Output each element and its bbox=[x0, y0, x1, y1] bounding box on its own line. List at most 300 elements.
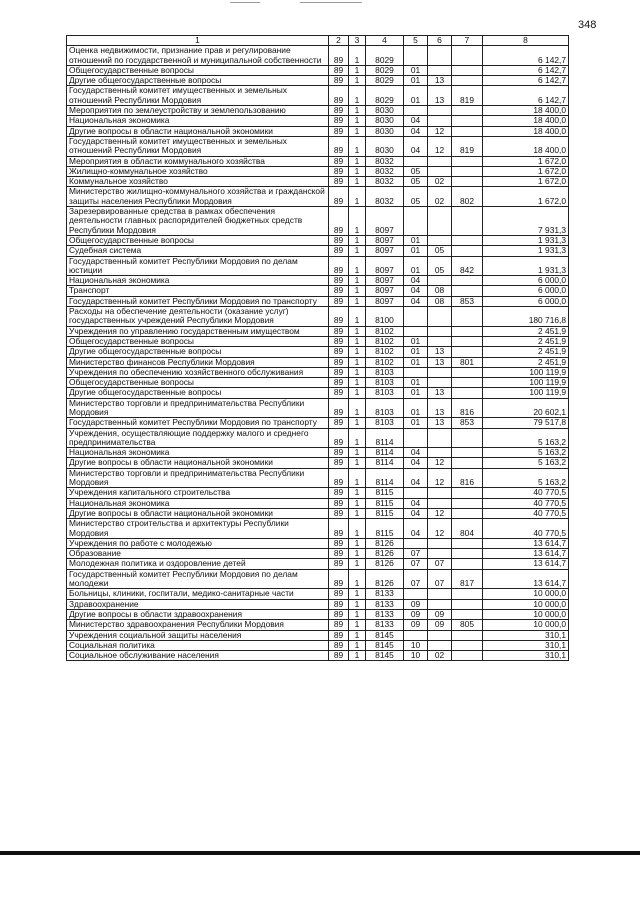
cell-code: 89 bbox=[329, 589, 349, 599]
table-row bbox=[67, 378, 569, 388]
cell-section: 01 bbox=[404, 256, 428, 276]
cell-amount: 5 163,2 bbox=[483, 448, 569, 458]
column-header: 7 bbox=[452, 36, 483, 46]
cell-section: 07 bbox=[404, 559, 428, 569]
cell-dept: 816 bbox=[452, 398, 483, 418]
row-name: Учреждения, осуществляющие поддержку малого и среднего предпринимательства bbox=[67, 428, 329, 448]
cell-code: 8103 bbox=[366, 388, 404, 398]
cell-dept bbox=[452, 235, 483, 245]
cell-dept: 802 bbox=[452, 187, 483, 207]
cell-amount: 310,1 bbox=[483, 630, 569, 640]
cell-subsection: 05 bbox=[428, 246, 452, 256]
cell-code: 1 bbox=[349, 589, 366, 599]
row-name: Общегосударственные вопросы bbox=[67, 65, 329, 75]
cell-code: 89 bbox=[329, 651, 349, 661]
cell-code: 89 bbox=[329, 76, 349, 86]
cell-code: 8102 bbox=[366, 347, 404, 357]
row-name: Другие вопросы в области национальной экономики bbox=[67, 126, 329, 136]
cell-code: 89 bbox=[329, 166, 349, 176]
cell-dept bbox=[452, 65, 483, 75]
cell-code: 1 bbox=[349, 458, 366, 468]
cell-code: 89 bbox=[329, 46, 349, 66]
cell-code: 89 bbox=[329, 458, 349, 468]
cell-section: 04 bbox=[404, 498, 428, 508]
cell-subsection: 08 bbox=[428, 296, 452, 306]
cell-code: 1 bbox=[349, 620, 366, 630]
cell-code: 89 bbox=[329, 347, 349, 357]
cell-code: 1 bbox=[349, 468, 366, 488]
cell-code: 8029 bbox=[366, 65, 404, 75]
cell-dept bbox=[452, 508, 483, 518]
cell-code: 1 bbox=[349, 136, 366, 156]
cell-code: 1 bbox=[349, 116, 366, 126]
cell-dept: 853 bbox=[452, 296, 483, 306]
cell-section: 04 bbox=[404, 116, 428, 126]
cell-dept bbox=[452, 448, 483, 458]
cell-section: 01 bbox=[404, 65, 428, 75]
cell-amount: 18 400,0 bbox=[483, 116, 569, 126]
cell-subsection bbox=[428, 538, 452, 548]
cell-section: 01 bbox=[404, 246, 428, 256]
cell-code: 89 bbox=[329, 286, 349, 296]
cell-dept bbox=[452, 428, 483, 448]
cell-subsection: 12 bbox=[428, 508, 452, 518]
cell-dept bbox=[452, 559, 483, 569]
cell-dept bbox=[452, 276, 483, 286]
column-header: 5 bbox=[404, 36, 428, 46]
table-row bbox=[67, 640, 569, 650]
cell-code: 1 bbox=[349, 65, 366, 75]
table-row bbox=[67, 428, 569, 448]
cell-code: 89 bbox=[329, 106, 349, 116]
cell-code: 89 bbox=[329, 488, 349, 498]
row-name: Социальная политика bbox=[67, 640, 329, 650]
cell-amount: 13 614,7 bbox=[483, 549, 569, 559]
cell-subsection: 09 bbox=[428, 620, 452, 630]
cell-section: 01 bbox=[404, 86, 428, 106]
cell-code: 89 bbox=[329, 620, 349, 630]
cell-code: 1 bbox=[349, 106, 366, 116]
row-name: Министерство торговли и предпринимательства Республики Мордовия bbox=[67, 398, 329, 418]
cell-code: 89 bbox=[329, 207, 349, 236]
bottom-rule bbox=[0, 851, 640, 855]
cell-code: 1 bbox=[349, 286, 366, 296]
row-name: Коммунальное хозяйство bbox=[67, 177, 329, 187]
cell-section: 10 bbox=[404, 640, 428, 650]
cell-amount: 18 400,0 bbox=[483, 126, 569, 136]
table-row bbox=[67, 488, 569, 498]
cell-code: 89 bbox=[329, 86, 349, 106]
cell-code: 1 bbox=[349, 177, 366, 187]
table-row bbox=[67, 106, 569, 116]
cell-code: 8032 bbox=[366, 166, 404, 176]
cell-code: 89 bbox=[329, 126, 349, 136]
cell-code: 1 bbox=[349, 498, 366, 508]
cell-subsection bbox=[428, 630, 452, 640]
cell-section: 07 bbox=[404, 569, 428, 589]
cell-dept bbox=[452, 246, 483, 256]
cell-dept bbox=[452, 166, 483, 176]
cell-dept bbox=[452, 589, 483, 599]
table-row bbox=[67, 538, 569, 548]
cell-code: 1 bbox=[349, 428, 366, 448]
cell-amount: 6 142,7 bbox=[483, 76, 569, 86]
cell-code: 8103 bbox=[366, 367, 404, 377]
cell-amount: 6 142,7 bbox=[483, 86, 569, 106]
cell-code: 89 bbox=[329, 599, 349, 609]
cell-code: 8102 bbox=[366, 326, 404, 336]
cell-section: 04 bbox=[404, 448, 428, 458]
cell-section: 01 bbox=[404, 336, 428, 346]
cell-section: 09 bbox=[404, 620, 428, 630]
cell-amount: 10 000,0 bbox=[483, 620, 569, 630]
cell-code: 89 bbox=[329, 559, 349, 569]
cell-amount: 1 672,0 bbox=[483, 177, 569, 187]
cell-section bbox=[404, 307, 428, 327]
table-row bbox=[67, 136, 569, 156]
table-row bbox=[67, 559, 569, 569]
cell-code: 8126 bbox=[366, 549, 404, 559]
cell-code: 1 bbox=[349, 156, 366, 166]
cell-code: 8030 bbox=[366, 126, 404, 136]
cell-code: 89 bbox=[329, 336, 349, 346]
page-number: 348 bbox=[578, 19, 597, 31]
cell-amount: 100 119,9 bbox=[483, 367, 569, 377]
cell-code: 8133 bbox=[366, 589, 404, 599]
cell-code: 1 bbox=[349, 76, 366, 86]
cell-code: 8030 bbox=[366, 136, 404, 156]
cell-code: 8097 bbox=[366, 276, 404, 286]
row-name: Государственный комитет Республики Мордовия по транспорту bbox=[67, 418, 329, 428]
cell-code: 89 bbox=[329, 569, 349, 589]
row-name: Национальная экономика bbox=[67, 276, 329, 286]
budget-table bbox=[66, 35, 569, 661]
cell-amount: 1 931,3 bbox=[483, 235, 569, 245]
cell-subsection: 12 bbox=[428, 126, 452, 136]
column-header: 4 bbox=[366, 36, 404, 46]
scan-mark bbox=[300, 2, 362, 3]
cell-code: 89 bbox=[329, 136, 349, 156]
cell-dept bbox=[452, 498, 483, 508]
cell-code: 1 bbox=[349, 398, 366, 418]
cell-dept bbox=[452, 307, 483, 327]
cell-code: 1 bbox=[349, 46, 366, 66]
table-row bbox=[67, 246, 569, 256]
cell-code: 8097 bbox=[366, 235, 404, 245]
cell-code: 1 bbox=[349, 569, 366, 589]
cell-code: 89 bbox=[329, 307, 349, 327]
table-row bbox=[67, 46, 569, 66]
column-header: 6 bbox=[428, 36, 452, 46]
cell-code: 89 bbox=[329, 519, 349, 539]
cell-amount: 40 770,5 bbox=[483, 519, 569, 539]
table-row bbox=[67, 549, 569, 559]
row-name: Учреждения по управлению государственным имуществом bbox=[67, 326, 329, 336]
row-name: Государственный комитет Республики Мордовия по делам юстиции bbox=[67, 256, 329, 276]
cell-amount: 2 451,9 bbox=[483, 357, 569, 367]
row-name: Жилищно-коммунальное хозяйство bbox=[67, 166, 329, 176]
table-row bbox=[67, 336, 569, 346]
cell-code: 8102 bbox=[366, 357, 404, 367]
cell-subsection bbox=[428, 116, 452, 126]
cell-section: 04 bbox=[404, 126, 428, 136]
cell-code: 89 bbox=[329, 498, 349, 508]
cell-subsection bbox=[428, 156, 452, 166]
cell-dept bbox=[452, 177, 483, 187]
cell-dept bbox=[452, 76, 483, 86]
cell-subsection bbox=[428, 428, 452, 448]
table-row bbox=[67, 388, 569, 398]
table-row bbox=[67, 76, 569, 86]
table-row bbox=[67, 468, 569, 488]
cell-amount: 40 770,5 bbox=[483, 498, 569, 508]
row-name: Государственный комитет Республики Мордовия по делам молодежи bbox=[67, 569, 329, 589]
cell-code: 89 bbox=[329, 388, 349, 398]
table-row bbox=[67, 256, 569, 276]
cell-code: 8100 bbox=[366, 307, 404, 327]
cell-amount: 40 770,5 bbox=[483, 488, 569, 498]
cell-subsection bbox=[428, 599, 452, 609]
cell-subsection bbox=[428, 488, 452, 498]
cell-code: 8097 bbox=[366, 246, 404, 256]
cell-section bbox=[404, 106, 428, 116]
cell-code: 89 bbox=[329, 256, 349, 276]
table-row bbox=[67, 630, 569, 640]
cell-code: 8115 bbox=[366, 498, 404, 508]
cell-code: 1 bbox=[349, 246, 366, 256]
cell-code: 1 bbox=[349, 519, 366, 539]
cell-amount: 2 451,9 bbox=[483, 347, 569, 357]
table-row bbox=[67, 187, 569, 207]
table-row bbox=[67, 620, 569, 630]
cell-subsection bbox=[428, 326, 452, 336]
cell-code: 8097 bbox=[366, 286, 404, 296]
cell-subsection: 09 bbox=[428, 609, 452, 619]
cell-dept bbox=[452, 106, 483, 116]
cell-section: 01 bbox=[404, 418, 428, 428]
cell-code: 1 bbox=[349, 609, 366, 619]
cell-amount: 1 931,3 bbox=[483, 246, 569, 256]
cell-code: 1 bbox=[349, 418, 366, 428]
cell-subsection: 13 bbox=[428, 398, 452, 418]
cell-subsection: 12 bbox=[428, 468, 452, 488]
row-name: Общегосударственные вопросы bbox=[67, 336, 329, 346]
row-name: Национальная экономика bbox=[67, 448, 329, 458]
table-row bbox=[67, 307, 569, 327]
row-name: Государственный комитет Республики Мордовия по транспорту bbox=[67, 296, 329, 306]
cell-code: 1 bbox=[349, 187, 366, 207]
cell-code: 8103 bbox=[366, 418, 404, 428]
cell-amount: 6 142,7 bbox=[483, 65, 569, 75]
cell-amount: 5 163,2 bbox=[483, 458, 569, 468]
cell-amount: 180 716,8 bbox=[483, 307, 569, 327]
table-row bbox=[67, 448, 569, 458]
cell-section: 01 bbox=[404, 76, 428, 86]
cell-subsection bbox=[428, 640, 452, 650]
table-row bbox=[67, 326, 569, 336]
cell-code: 1 bbox=[349, 235, 366, 245]
cell-dept bbox=[452, 538, 483, 548]
cell-section bbox=[404, 538, 428, 548]
cell-subsection: 12 bbox=[428, 136, 452, 156]
row-name: Зарезервированные средства в рамках обеспечения деятельности главных распорядителей бюджетных средств Республики Мордовия bbox=[67, 207, 329, 236]
cell-section: 01 bbox=[404, 378, 428, 388]
cell-dept bbox=[452, 347, 483, 357]
table-row bbox=[67, 126, 569, 136]
cell-code: 1 bbox=[349, 86, 366, 106]
cell-section: 09 bbox=[404, 599, 428, 609]
row-name: Учреждения социальной защиты населения bbox=[67, 630, 329, 640]
cell-code: 8115 bbox=[366, 488, 404, 498]
cell-dept bbox=[452, 609, 483, 619]
row-name: Национальная экономика bbox=[67, 498, 329, 508]
cell-amount: 6 000,0 bbox=[483, 296, 569, 306]
table-row bbox=[67, 398, 569, 418]
cell-amount: 18 400,0 bbox=[483, 106, 569, 116]
row-name: Министерство здравоохранения Республики Мордовия bbox=[67, 620, 329, 630]
cell-amount: 18 400,0 bbox=[483, 136, 569, 156]
cell-amount: 7 931,3 bbox=[483, 207, 569, 236]
cell-dept bbox=[452, 116, 483, 126]
column-header: 3 bbox=[349, 36, 366, 46]
cell-amount: 100 119,9 bbox=[483, 378, 569, 388]
cell-dept bbox=[452, 488, 483, 498]
table-row bbox=[67, 609, 569, 619]
cell-code: 89 bbox=[329, 326, 349, 336]
cell-amount: 13 614,7 bbox=[483, 569, 569, 589]
cell-subsection: 13 bbox=[428, 418, 452, 428]
column-header: 1 bbox=[67, 36, 329, 46]
cell-dept bbox=[452, 458, 483, 468]
cell-amount: 10 000,0 bbox=[483, 609, 569, 619]
row-name: Оценка недвижимости, признание прав и регулирование отношений по государственной и муниципальной собственности bbox=[67, 46, 329, 66]
cell-amount: 79 517,8 bbox=[483, 418, 569, 428]
cell-subsection bbox=[428, 448, 452, 458]
cell-code: 89 bbox=[329, 630, 349, 640]
cell-subsection bbox=[428, 367, 452, 377]
row-name: Учреждения капитального строительства bbox=[67, 488, 329, 498]
cell-section bbox=[404, 428, 428, 448]
cell-dept: 819 bbox=[452, 136, 483, 156]
cell-section: 10 bbox=[404, 651, 428, 661]
cell-code: 89 bbox=[329, 538, 349, 548]
cell-dept bbox=[452, 326, 483, 336]
cell-amount: 6 000,0 bbox=[483, 286, 569, 296]
cell-subsection bbox=[428, 46, 452, 66]
row-name: Молодежная политика и оздоровление детей bbox=[67, 559, 329, 569]
row-name: Другие вопросы в области здравоохранения bbox=[67, 609, 329, 619]
cell-code: 1 bbox=[349, 378, 366, 388]
cell-subsection: 02 bbox=[428, 177, 452, 187]
cell-code: 89 bbox=[329, 508, 349, 518]
cell-section bbox=[404, 589, 428, 599]
table-row bbox=[67, 589, 569, 599]
cell-section: 04 bbox=[404, 458, 428, 468]
cell-code: 8029 bbox=[366, 86, 404, 106]
cell-code: 8133 bbox=[366, 599, 404, 609]
cell-dept bbox=[452, 336, 483, 346]
table-row bbox=[67, 207, 569, 236]
cell-section: 05 bbox=[404, 187, 428, 207]
cell-code: 1 bbox=[349, 336, 366, 346]
cell-code: 89 bbox=[329, 65, 349, 75]
cell-code: 89 bbox=[329, 296, 349, 306]
cell-amount: 13 614,7 bbox=[483, 559, 569, 569]
table-row bbox=[67, 65, 569, 75]
row-name: Здравоохранение bbox=[67, 599, 329, 609]
cell-section bbox=[404, 488, 428, 498]
cell-code: 8133 bbox=[366, 609, 404, 619]
cell-code: 1 bbox=[349, 347, 366, 357]
cell-code: 89 bbox=[329, 549, 349, 559]
cell-amount: 1 672,0 bbox=[483, 187, 569, 207]
cell-code: 8097 bbox=[366, 296, 404, 306]
cell-section bbox=[404, 156, 428, 166]
row-name: Образование bbox=[67, 549, 329, 559]
table-row bbox=[67, 599, 569, 609]
cell-dept: 819 bbox=[452, 86, 483, 106]
cell-code: 8114 bbox=[366, 468, 404, 488]
row-name: Общегосударственные вопросы bbox=[67, 235, 329, 245]
cell-dept: 805 bbox=[452, 620, 483, 630]
cell-code: 89 bbox=[329, 418, 349, 428]
cell-amount: 2 451,9 bbox=[483, 336, 569, 346]
cell-code: 8097 bbox=[366, 207, 404, 236]
cell-code: 1 bbox=[349, 599, 366, 609]
cell-code: 1 bbox=[349, 549, 366, 559]
row-name: Учреждения по работе с молодежью bbox=[67, 538, 329, 548]
cell-amount: 6 000,0 bbox=[483, 276, 569, 286]
table-row bbox=[67, 569, 569, 589]
cell-amount: 1 672,0 bbox=[483, 166, 569, 176]
cell-dept: 804 bbox=[452, 519, 483, 539]
row-name: Министерство финансов Республики Мордовия bbox=[67, 357, 329, 367]
cell-section: 05 bbox=[404, 177, 428, 187]
cell-code: 89 bbox=[329, 367, 349, 377]
cell-dept bbox=[452, 388, 483, 398]
cell-code: 8114 bbox=[366, 428, 404, 448]
cell-code: 8103 bbox=[366, 378, 404, 388]
cell-section: 07 bbox=[404, 549, 428, 559]
cell-code: 8126 bbox=[366, 559, 404, 569]
cell-section: 04 bbox=[404, 276, 428, 286]
cell-code: 89 bbox=[329, 357, 349, 367]
cell-dept: 801 bbox=[452, 357, 483, 367]
cell-code: 8097 bbox=[366, 256, 404, 276]
row-name: Национальная экономика bbox=[67, 116, 329, 126]
table-row bbox=[67, 519, 569, 539]
cell-subsection: 08 bbox=[428, 286, 452, 296]
table-row bbox=[67, 418, 569, 428]
cell-code: 1 bbox=[349, 630, 366, 640]
cell-subsection: 02 bbox=[428, 651, 452, 661]
cell-section: 09 bbox=[404, 609, 428, 619]
cell-code: 8032 bbox=[366, 156, 404, 166]
cell-dept: 842 bbox=[452, 256, 483, 276]
cell-section: 04 bbox=[404, 296, 428, 306]
cell-code: 1 bbox=[349, 296, 366, 306]
cell-code: 8145 bbox=[366, 651, 404, 661]
cell-code: 89 bbox=[329, 468, 349, 488]
cell-code: 8102 bbox=[366, 336, 404, 346]
cell-dept bbox=[452, 599, 483, 609]
cell-section: 04 bbox=[404, 508, 428, 518]
cell-dept: 817 bbox=[452, 569, 483, 589]
cell-section: 05 bbox=[404, 166, 428, 176]
row-name: Судебная система bbox=[67, 246, 329, 256]
row-name: Другие общегосударственные вопросы bbox=[67, 388, 329, 398]
cell-section: 04 bbox=[404, 519, 428, 539]
